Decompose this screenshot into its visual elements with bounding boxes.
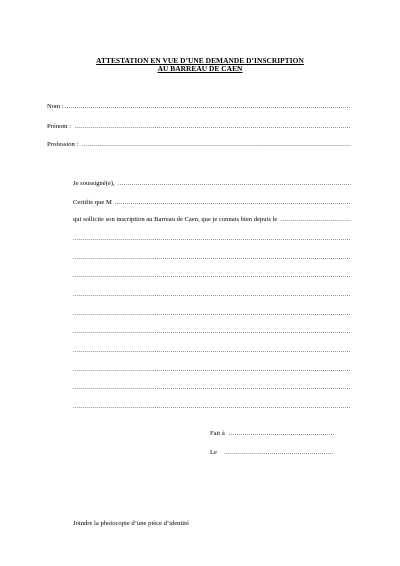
fait-a-field[interactable] <box>210 430 334 438</box>
document-title-line1: ATTESTATION EN VUE D’UNE DEMANDE D’INSCRIPTION <box>96 56 304 65</box>
soussigne-label: Je soussigné(e), <box>73 180 115 187</box>
nom-label: Nom : <box>47 103 64 110</box>
text-dotted-line[interactable] <box>73 310 351 318</box>
prenom-dotted-line[interactable] <box>75 123 351 131</box>
fait-a-label: Fait à <box>210 430 225 437</box>
profession-field[interactable] <box>47 141 351 149</box>
text-dotted-line[interactable] <box>73 328 351 336</box>
fait-a-dotted-line[interactable] <box>229 430 334 438</box>
prenom-field[interactable] <box>47 123 351 131</box>
nom-dotted-line[interactable] <box>65 103 351 111</box>
le-dotted-line[interactable] <box>224 449 334 457</box>
certifie-field[interactable] <box>73 199 351 207</box>
document-title-line2: AU BARREAU DE CAEN <box>157 64 243 73</box>
profession-dotted-line[interactable] <box>81 141 351 149</box>
soussigne-dotted-line[interactable] <box>118 180 351 188</box>
text-dotted-line[interactable] <box>73 235 351 243</box>
text-dotted-line[interactable] <box>73 366 351 374</box>
text-dotted-line[interactable] <box>73 254 351 262</box>
nom-field[interactable] <box>47 103 351 111</box>
prenom-label: Prénom : <box>47 123 71 130</box>
sollicite-text: qui sollicite son inscription au Barreau de Caen, que je connais bien depuis le <box>73 216 278 223</box>
certifie-label: Certifie que M <box>73 199 112 206</box>
profession-label: Profession : <box>47 141 79 148</box>
text-dotted-line[interactable] <box>73 347 351 355</box>
text-dotted-line[interactable] <box>73 272 351 280</box>
le-field[interactable] <box>210 449 334 457</box>
text-dotted-line[interactable] <box>73 291 351 299</box>
text-dotted-line[interactable] <box>73 403 351 411</box>
sollicite-field[interactable] <box>73 216 351 224</box>
soussigne-field[interactable] <box>73 180 351 188</box>
footer-note: Joindre la photocopie d’une pièce d’identité <box>73 520 189 527</box>
le-label: Le <box>210 449 217 456</box>
sollicite-dotted-line[interactable] <box>280 216 351 224</box>
certifie-dotted-line[interactable] <box>115 199 351 207</box>
text-dotted-line[interactable] <box>73 384 351 392</box>
